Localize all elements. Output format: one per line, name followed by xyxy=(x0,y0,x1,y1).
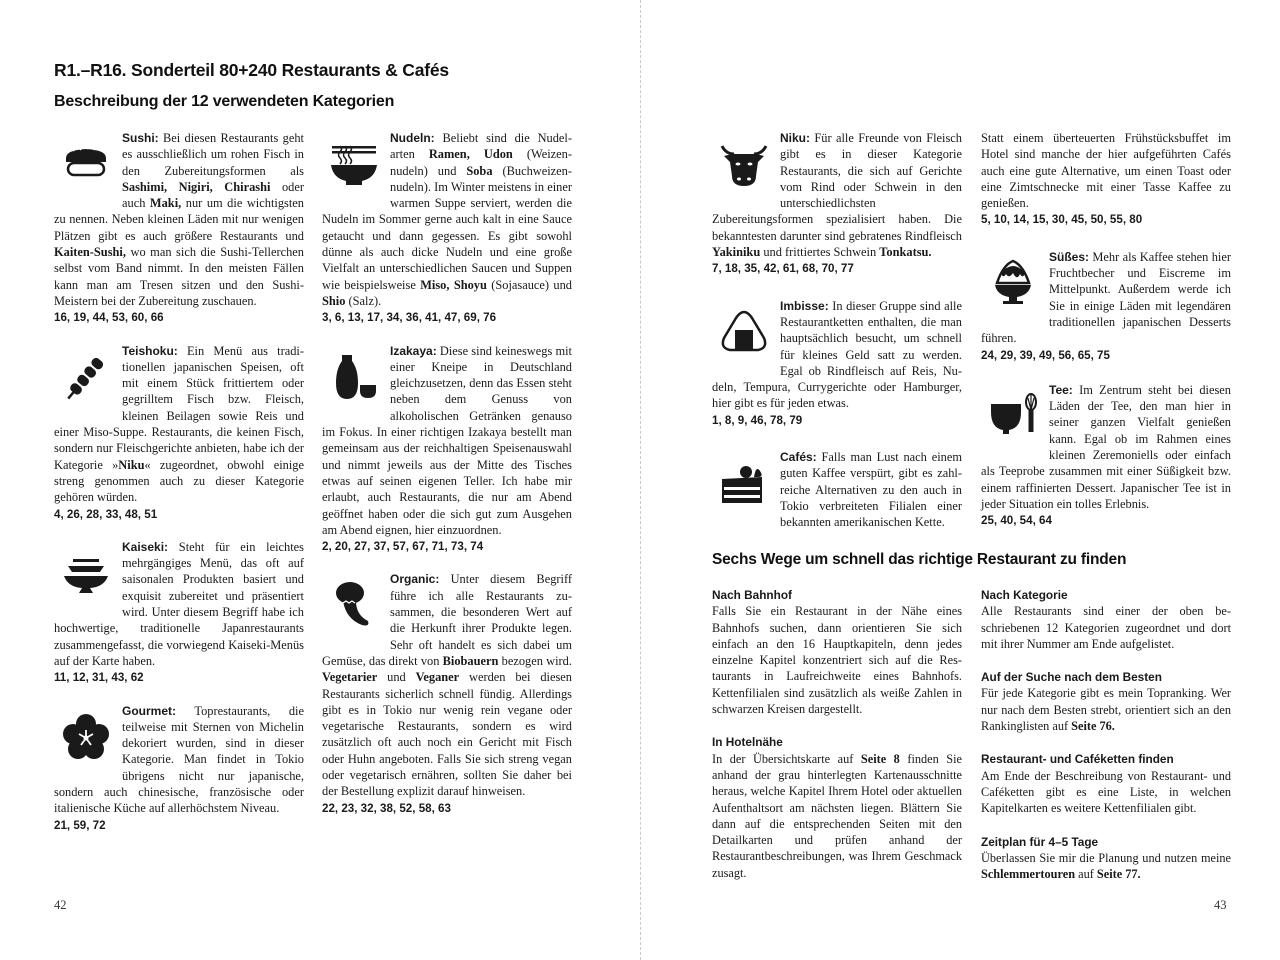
category-teishoku xyxy=(54,343,304,523)
category-text: Diese sind keineswegs mit einer Kneipe in Deutschland gleichzusetzen, denn das Essen steht neben dem Genuss von alkoholischen Getränken genauso im Fokus. In einer richtigen Izakaya bestellt man gemeinsam aus der reichhaltigen Speisenauswahl und nimmt jeweils aus der Mitte des Tisches etwas auf seinen eigenen Teller. Ich habe mir erlaubt, auch Restaurants, die nur am Abend geöffnet haben oder die sich gut zum Ausgehen am Abend eignen, hier einzuordnen. xyxy=(322,343,572,537)
left-column-1 xyxy=(54,130,304,850)
category-name: Cafés: xyxy=(780,450,817,465)
cake-icon xyxy=(712,451,776,515)
restaurant-numbers: 2, 20, 27, 37, 57, 67, 71, 73, 74 xyxy=(322,540,484,554)
category-text: und xyxy=(377,670,416,685)
category-izakaya xyxy=(322,343,572,556)
category-cafes xyxy=(712,449,962,530)
bold-term: Soba xyxy=(466,163,493,178)
bold-term: Yakiniku xyxy=(712,245,761,260)
bold-term: Biobauern xyxy=(442,653,499,668)
bold-term: Kaiten-Sushi, xyxy=(54,245,126,260)
category-text: Unter diesem Begriff führe ich alle Restaurants zusammen, die besonderen Wert auf die Herkunft ihrer Produkte legen. Sehr oft handelt es sich dabei um Gemüse, das direkt von xyxy=(322,572,572,668)
tea-bowl-whisk-icon xyxy=(981,384,1045,448)
bold-term: Vegetarier xyxy=(322,670,378,685)
restaurant-numbers: 21, 59, 72 xyxy=(54,818,106,832)
category-text: Beliebt sind die Nudelarten xyxy=(390,131,572,162)
category-text: Für alle Freunde von Fleisch gibt es in dieser Kategorie Restaurants, die sich auf Gerichte vom Rind oder Schwein in den unterschiedlichsten Zubereitungsformen spezialisiert haben. Die bekanntesten darunter sind gebratenes Rindfleisch xyxy=(712,131,962,243)
restaurant-numbers: 25, 40, 54, 64 xyxy=(981,514,1052,528)
ways-column-1 xyxy=(712,587,962,898)
way-text: Alle Restaurants sind einer der oben beschriebenen 12 Kategorien zugeordnet und dort mit ihrer Nummer am Ende aufgelistet. xyxy=(981,604,1231,651)
category-text: (Sojasauce) und xyxy=(486,277,572,292)
page-reference: Seite 77. xyxy=(1096,867,1141,882)
ways-section-title: Sechs Wege um schnell das richtige Restaurant zu finden xyxy=(712,551,1127,568)
bold-term: Schlemmertouren xyxy=(981,867,1076,882)
category-text: werden bei diesen Restaurants sicherlich schnell fündig. Allerdings gibt es in Tokio nur wenig rein vegane oder vegetarische Restaurants, sondern es wird zusätzlich oft auch noch ein Gericht mit Fisch oder Huhn angeboten. Falls Sie sich streng vegan oder vegetarisch ernähren, sollten Sie daher bei der Bestellung explizit darauf hinweisen. xyxy=(322,670,572,799)
category-text: Mehr als Kaffee stehen hier Fruchtbecher und Eiscreme im Mittelpunkt. Außerdem werde ich Sie in einige Läden mit legendären traditionellen japanischen Desserts führen. xyxy=(981,249,1231,346)
ways-column-2 xyxy=(981,587,1231,899)
category-text: (Salz). xyxy=(345,293,382,308)
category-text: In dieser Gruppe sind alle Restaurantketten enthalten, die man hauptsächlich besucht, um schnell für kleines Geld satt zu werden. Egal ob Rindfleisch auf Reis, Nudeln, Tempura, Currygerichte oder Hamburger, hier gibt es für jeden etwas. xyxy=(712,298,962,411)
way-text: In der Übersichtskarte auf xyxy=(712,751,861,766)
way-nach-bahnhof xyxy=(712,587,962,717)
category-gourmet xyxy=(54,703,304,834)
restaurant-numbers: 1, 8, 9, 46, 78, 79 xyxy=(712,413,803,427)
bold-term: Sashimi, Nigiri, Chirashi xyxy=(122,179,271,194)
stacked-bowls-icon xyxy=(54,541,118,605)
category-text: bezogen wird. xyxy=(498,653,572,668)
way-text: Falls Sie ein Restaurant in der Nähe eines Bahnhofs suchen, dann orientieren Sie sich einfach an den 16 Hauptkapiteln, denn jedes einzelne Kapitel konzentriert sich auf die Restaurants in Laufreichweite eines Bahnhofs. Kettenfilialen sind zusätzlich als weiße Zahlen in schwarzen Kreisen dargestellt. xyxy=(712,604,962,717)
category-name: Kaiseki: xyxy=(122,539,169,554)
sake-bottle-icon xyxy=(322,345,386,409)
restaurant-numbers: 24, 29, 39, 49, 56, 65, 75 xyxy=(981,348,1110,362)
category-name: Tee: xyxy=(1049,382,1073,397)
bold-term: Niku xyxy=(118,457,145,472)
way-title: Restaurant- und Caféketten finden xyxy=(981,752,1174,767)
category-text: oder auch xyxy=(122,179,304,211)
way-title: Zeitplan für 4–5 Tage xyxy=(981,834,1099,849)
page-title: R1.–R16. Sonderteil 80+240 Restaurants & Cafés xyxy=(54,60,449,80)
bold-term: Maki, xyxy=(149,196,182,211)
section-subtitle: Beschreibung der 12 verwendeten Kategorien xyxy=(54,93,395,110)
category-name: Teishoku: xyxy=(122,343,178,358)
category-text: nur um die wichtigsten zu nennen. Neben kleinen Läden mit nur wenigen Plätzen gibt es auch größere Restaurants und xyxy=(54,196,304,243)
page-reference: Seite 76. xyxy=(1071,719,1115,734)
category-imbisse xyxy=(712,298,962,429)
category-text: Ein Menü aus traditionellen japanischen Speisen, oft mit einem Stück frittiertem oder gegrilltem Fisch bzw. Fleisch, kleinen Beilagen sowie Reis und einer Miso-Suppe. Restaurants, die keinen Fisch, sondern nur Fleischgerichte anbieten, habe ich der Kategorie » xyxy=(54,343,304,472)
category-cafes-continued xyxy=(981,130,1231,229)
sushi-icon xyxy=(54,132,118,196)
restaurant-numbers: 22, 23, 32, 38, 52, 58, 63 xyxy=(322,801,451,815)
way-title: In Hotelnähe xyxy=(712,735,783,750)
way-title: Auf der Suche nach dem Besten xyxy=(981,670,1162,685)
way-text: Überlassen Sie mir die Planung und nutzen meine xyxy=(981,850,1231,865)
noodle-bowl-icon xyxy=(322,132,386,196)
category-tee xyxy=(981,382,1231,530)
way-text: Für jede Kategorie gibt es mein Topranking. Wer nur nach dem Besten strebt, orientiert sich an den Rankinglisten auf xyxy=(981,686,1231,734)
skewer-icon xyxy=(54,345,118,409)
category-sushi xyxy=(54,130,304,327)
bold-term: Tonkatsu. xyxy=(879,245,932,260)
way-beste xyxy=(981,669,1231,734)
restaurant-numbers: 4, 26, 28, 33, 48, 51 xyxy=(54,507,158,521)
way-nach-kategorie xyxy=(981,587,1231,652)
page-number-left: 42 xyxy=(54,898,67,912)
way-text: auf xyxy=(1075,867,1097,882)
category-organic xyxy=(322,571,572,816)
way-text: Am Ende der Beschreibung von Restaurant- und Caféketten gibt es eine Liste, in welchen Kapitelkarten es weitere Kettenfilialen gibt. xyxy=(981,768,1231,816)
bold-term: Veganer xyxy=(415,670,460,685)
shaved-ice-icon xyxy=(981,251,1045,315)
restaurant-numbers: 11, 12, 31, 43, 62 xyxy=(54,671,144,685)
category-text: Statt einem überteuerten Frühstücksbuffet im Hotel sind manche der hier aufgeführten Cafés auch eine gute Alternative, um einen Toast oder eine Zimtschnecke mit einer Tasse Kaffee zu genießen. xyxy=(981,131,1231,211)
category-text: wo man sich die Sushi-Tellerchen selbst vom Band nimmt. In den meisten Fällen kann man am Tresen sitzen und den Sushi-Meistern bei der Zubereitung zuschauen. xyxy=(54,245,304,308)
right-column-2 xyxy=(981,130,1231,546)
restaurant-numbers: 16, 19, 44, 53, 60, 66 xyxy=(54,311,164,325)
category-name: Nudeln: xyxy=(390,131,435,145)
category-name: Sushi: xyxy=(122,131,159,145)
category-text: Im Zentrum steht bei diesen Läden der Tee, den man hier in seiner ganzen Vielfalt genießen kann. Egal ob im Rahmen eines kleinen Zeremoniells oder einfach als Teeprobe zusammen mit einer Süßigkeit bzw. einem raffinierten Dessert. Japanischer Tee ist in jeder Situation ein tolles Erlebnis. xyxy=(981,382,1231,511)
way-zeitplan xyxy=(981,834,1231,883)
category-name: Imbisse: xyxy=(780,298,829,313)
bold-term: Miso, Shoyu xyxy=(420,277,487,292)
bold-term: Shio xyxy=(322,293,346,308)
restaurant-numbers: 5, 10, 14, 15, 30, 45, 50, 55, 80 xyxy=(981,213,1143,227)
way-ketten xyxy=(981,751,1231,816)
page-reference: Seite 8 xyxy=(860,751,900,766)
category-text: « zugeordnet, obwohl einige streng genommen auch zu dieser Kategorie gehören würden. xyxy=(54,457,304,505)
category-text: (Buchweizennudeln). Im Winter meistens in einer warmen Suppe serviert, werden die Nudeln im Sommer gerne auch kalt in eine Sauce getaucht und dann gegessen. Es gibt sowohl dünne als auch dicke Nudeln und eine große Vielfalt an unterschiedlichen Saucen und Suppen wie beispielsweise xyxy=(322,163,572,292)
way-title: Nach Bahnhof xyxy=(712,588,792,602)
category-text: Bei diesen Restaurants geht es ausschließlich um rohen Fisch in den Zubereitungsformen als xyxy=(122,131,304,178)
bold-term: Ramen, Udon xyxy=(428,147,513,162)
left-column-2 xyxy=(322,130,572,833)
way-text: finden Sie anhand der grau hinterlegten Kartenausschnitte heraus, welche Kapitel Ihrem Hotel oder aktuellen Aufenthaltsort am nächsten liegen. Blättern Sie dann auf die entsprechenden Seiten mit den Detailkarten und prüfen anhand der Restaurantbeschreibungen, was Ihrem Geschmack zusagt. xyxy=(712,751,962,880)
category-name: Niku: xyxy=(780,131,810,145)
category-suesses xyxy=(981,249,1231,364)
category-text: Toprestaurants, die teilweise mit Sternen von Michelin dekoriert wurden, sind in dieser Kategorie. Man findet in Tokio übrigens nicht nur japanische, sondern auch chinesische, französische oder italienische Küche auf allerhöchstem Niveau. xyxy=(54,703,304,816)
category-name: Izakaya: xyxy=(390,343,437,358)
category-text: Steht für ein leichtes mehrgängiges Menü, das oft auf saisonalen Produkten basiert und exquisit zubereitet und präsentiert wird. Unter diesem Begriff habe ich hochwertige, traditionelle Japanrestaurants zusammengefasst, die vorwiegend Kaiseki-Menüs auf der Karte haben. xyxy=(54,539,304,668)
restaurant-numbers: 3, 6, 13, 17, 34, 36, 41, 47, 69, 76 xyxy=(322,311,497,325)
category-name: Süßes: xyxy=(1049,249,1090,264)
category-nudeln xyxy=(322,130,572,327)
way-title: Nach Kategorie xyxy=(981,588,1068,602)
category-text: Falls man Lust nach einem guten Kaffee verspürt, gibt es zahlreiche Alternativen zu den auch in Tokio verbreiteten Filialen einer bekannten amerikanischen Kette. xyxy=(780,450,962,530)
onigiri-icon xyxy=(712,300,776,364)
way-in-hotelnaehe xyxy=(712,734,962,881)
page-number-right: 43 xyxy=(1214,898,1227,912)
mushroom-icon xyxy=(322,573,386,637)
right-column-1 xyxy=(712,130,962,547)
category-name: Organic: xyxy=(390,572,440,587)
category-text: und frittiertes Schwein xyxy=(760,245,880,260)
cow-head-icon xyxy=(712,132,776,196)
category-name: Gourmet: xyxy=(122,703,176,718)
category-niku xyxy=(712,130,962,278)
category-kaiseki xyxy=(54,539,304,687)
restaurant-numbers: 7, 18, 35, 42, 61, 68, 70, 77 xyxy=(712,262,854,276)
category-text: (Weizennudeln) und xyxy=(390,147,572,178)
page-fold xyxy=(640,0,641,960)
cherry-blossom-icon xyxy=(54,705,118,769)
